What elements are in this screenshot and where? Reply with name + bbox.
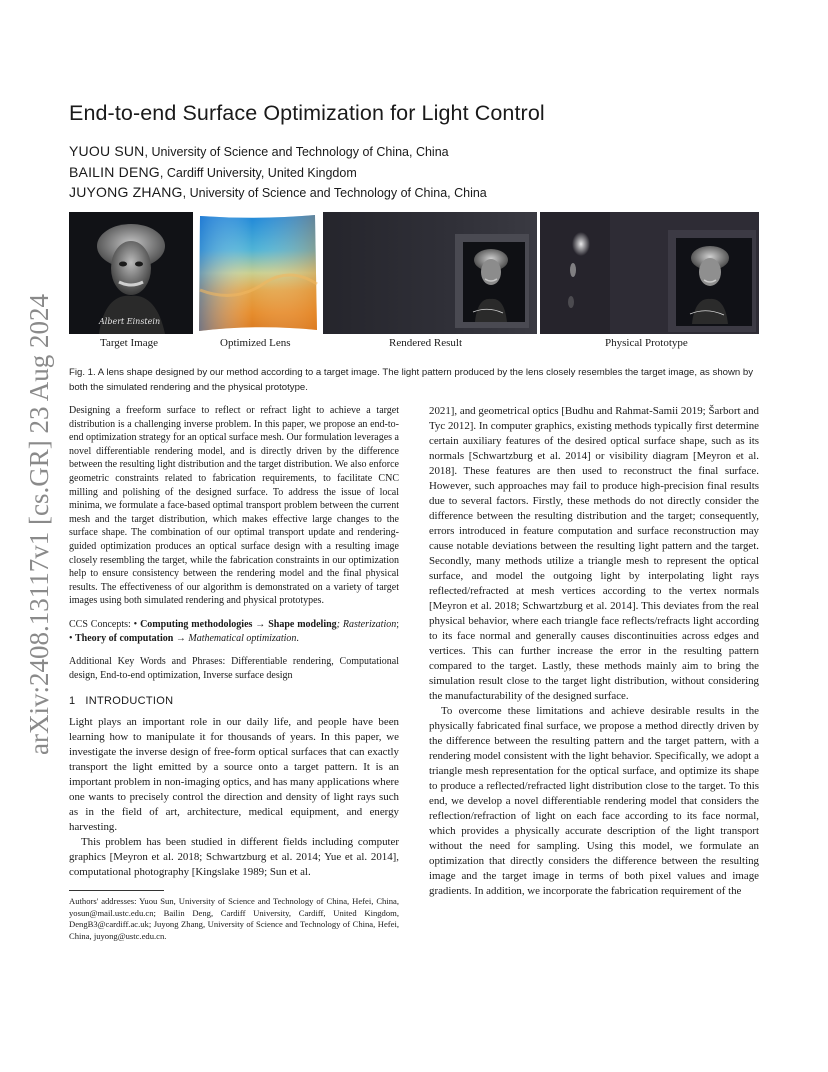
intro-paragraph-1: Light plays an important role in our daily life, and people have been learning how to manipulate it for thousands of years. In this paper, we investigate the inverse design of free-form optical surfaces that can exactly transport the light emitted by a source onto a target pattern. It is an important problem in non-imaging optics, and has many applications where one wants to precisely control the direction and density of light rays such as in the field of art, architecture, medical equipment, and energy harvesting. [69,716,399,834]
right-paragraph-1: 2021], and geometrical optics [Budhu and Rahmat-Samii 2019; Šarbort and Tyc 2012]. In computer graphics, existing methods typically first determine certain auxiliary features of the desired optical surface shape, such as its normals [Schwartzburg et al. 2014] or visibility diagram [Meyron et al. 2018]. These features are then used to reconstruct the final surface. However, such approaches may fail to produce high-precision final results due to several factors. Firstly, these methods do not directly consider the difference between the resulting distribution and the target; consequently, errors introduced in feature computation and surface reconstruction may cause notable deviations between the resulting light pattern and the target. Secondly, many methods utilize a triangle mesh to represent the optical surface, and model the outgoing light by interpolating light rays reflected/refracted at mesh vertices according to the vertex normals [Meyron et al. 2018; Schwartzburg et al. 2014]. This deviates from the real physical behavior, where each triangle face reflects/refracts light according to its face normal and generally causes discontinuities across edges and vertices. This can further increase the error in the resulting pattern compared to the target. Lastly, these methods mainly aim to bring the simulation result close to the target light distribution, without considering the manufacturability of the designed surface. [429,405,759,702]
intro-paragraph-2: This problem has been studied in different fields including computer graphics [Meyron et al. 2018; Schwartzburg et al. 2014; Yue et al. 2014], computational photography [Kingslake 1989; Sun et al. [69,836,399,879]
ccs-concepts: CCS Concepts: • Computing methodologies → Shape modeling; Rasterization; • Theory of computation → Mathematical optimization. [69,618,400,644]
panel-label-prototype: Physical Prototype [605,337,688,349]
keywords: Additional Key Words and Phrases: Differentiable rendering, Computational design, End-to-end optimization, Inverse surface design [69,656,399,681]
footnote-rule [69,890,164,891]
arxiv-stamp-text: arXiv:2408.13117v1 [cs.GR] 23 Aug 2024 [24,294,54,755]
author-line [69,183,769,204]
teaser-figure [69,212,759,334]
author-affiliation: , University of Science and Technology of China, China [182,186,487,200]
author-line [69,142,769,163]
figure-caption: Fig. 1. A lens shape designed by our method according to a target image. The light pattern produced by the lens closely resembles the target image, as shown by both the simulated rendering and the physical prototype. [69,367,754,393]
physical-prototype-panel [540,212,759,334]
left-column [69,404,399,942]
author-affiliation: , Cardiff University, United Kingdom [159,165,357,180]
author-line [69,163,769,184]
figure-panel-labels [69,337,759,351]
section-title: INTRODUCTION [85,695,174,708]
author-addresses-footnote: Authors' addresses: Yuou Sun, University of Science and Technology of China, Hefei, China, yosun@mail.ustc.edu.cn; Bailin Deng, Cardiff University, Cardiff, United Kingdom, DengB3@cardiff.ac.uk; Juyong Zhang, University of Science and Technology of China, Hefei, China, juyong@ustc.edu.cn. [69,896,399,941]
panel-label-rendered: Rendered Result [389,337,463,349]
target-image-panel [69,212,193,334]
author-name: BAILIN DENG [69,163,160,180]
paper-title: End-to-end Surface Optimization for Light Control [69,101,545,125]
right-paragraph-2: To overcome these limitations and achieve desirable results in the physically fabricated final surface, we propose a method directly driven by the difference between the resulting pattern and the target pattern, with a rendering model consistent with the light behavior. Specifically, we adopt a triangle mesh representation for the optical surface, and optimize its shape to produce a reflected/refracted light distribution close to the target. To this end, we develop a novel differentiable rendering model that considers the reflection/refraction of light on each face according to its face normal, which provides a physically accurate description of the light transport without the need for sampling. Using this model, we formulate an optimization that directly considers the difference between the resulting image and the target image in terms of both pixel values and image gradients. In addition, we incorporate the fabrication requirement of the [429,705,759,897]
author-affiliation: , University of Science and Technology of China, China [144,145,449,159]
signature: Albert Einstein [99,317,161,326]
optimized-lens-panel [196,212,319,334]
author-name: JUYONG ZHANG [69,184,183,200]
author-list [69,142,769,204]
panel-label-target: Target Image [100,337,158,349]
section-number: 1 [69,695,76,708]
panel-label-lens: Optimized Lens [220,337,291,349]
section-heading [69,695,399,709]
abstract: Designing a freeform surface to reflect or refract light to achieve a target distribution is a challenging inverse problem. In this paper, we propose an end-to-end optimization strategy for an optical surface mesh. Our formulation leverages a novel differentiable rendering model, and is directly driven by the difference between the resulting light distribution and the target distribution. We also enforce geometric constraints related to fabrication requirements, to facilitate CNC milling and polishing of the designed surface. To address the issue of local minima, we formulate a face-based optimal transport problem between the current mesh and the target distribution, which makes effective large changes to the surface shape. The combination of our optimal transport update and rendering-guided optimization produces an optical surface design with a resulting image closely resembling the target, while the fabrication constraints in our optimization help to ensure consistency between the rendering model and the final physical results. The effectiveness of our algorithm is demonstrated on a variety of target images using both simulated rendering and physical prototypes. [69,405,399,607]
rendered-result-panel [323,212,537,334]
arxiv-stamp [12,230,62,830]
author-name: YUOU SUN [69,143,145,159]
right-column [429,404,759,899]
